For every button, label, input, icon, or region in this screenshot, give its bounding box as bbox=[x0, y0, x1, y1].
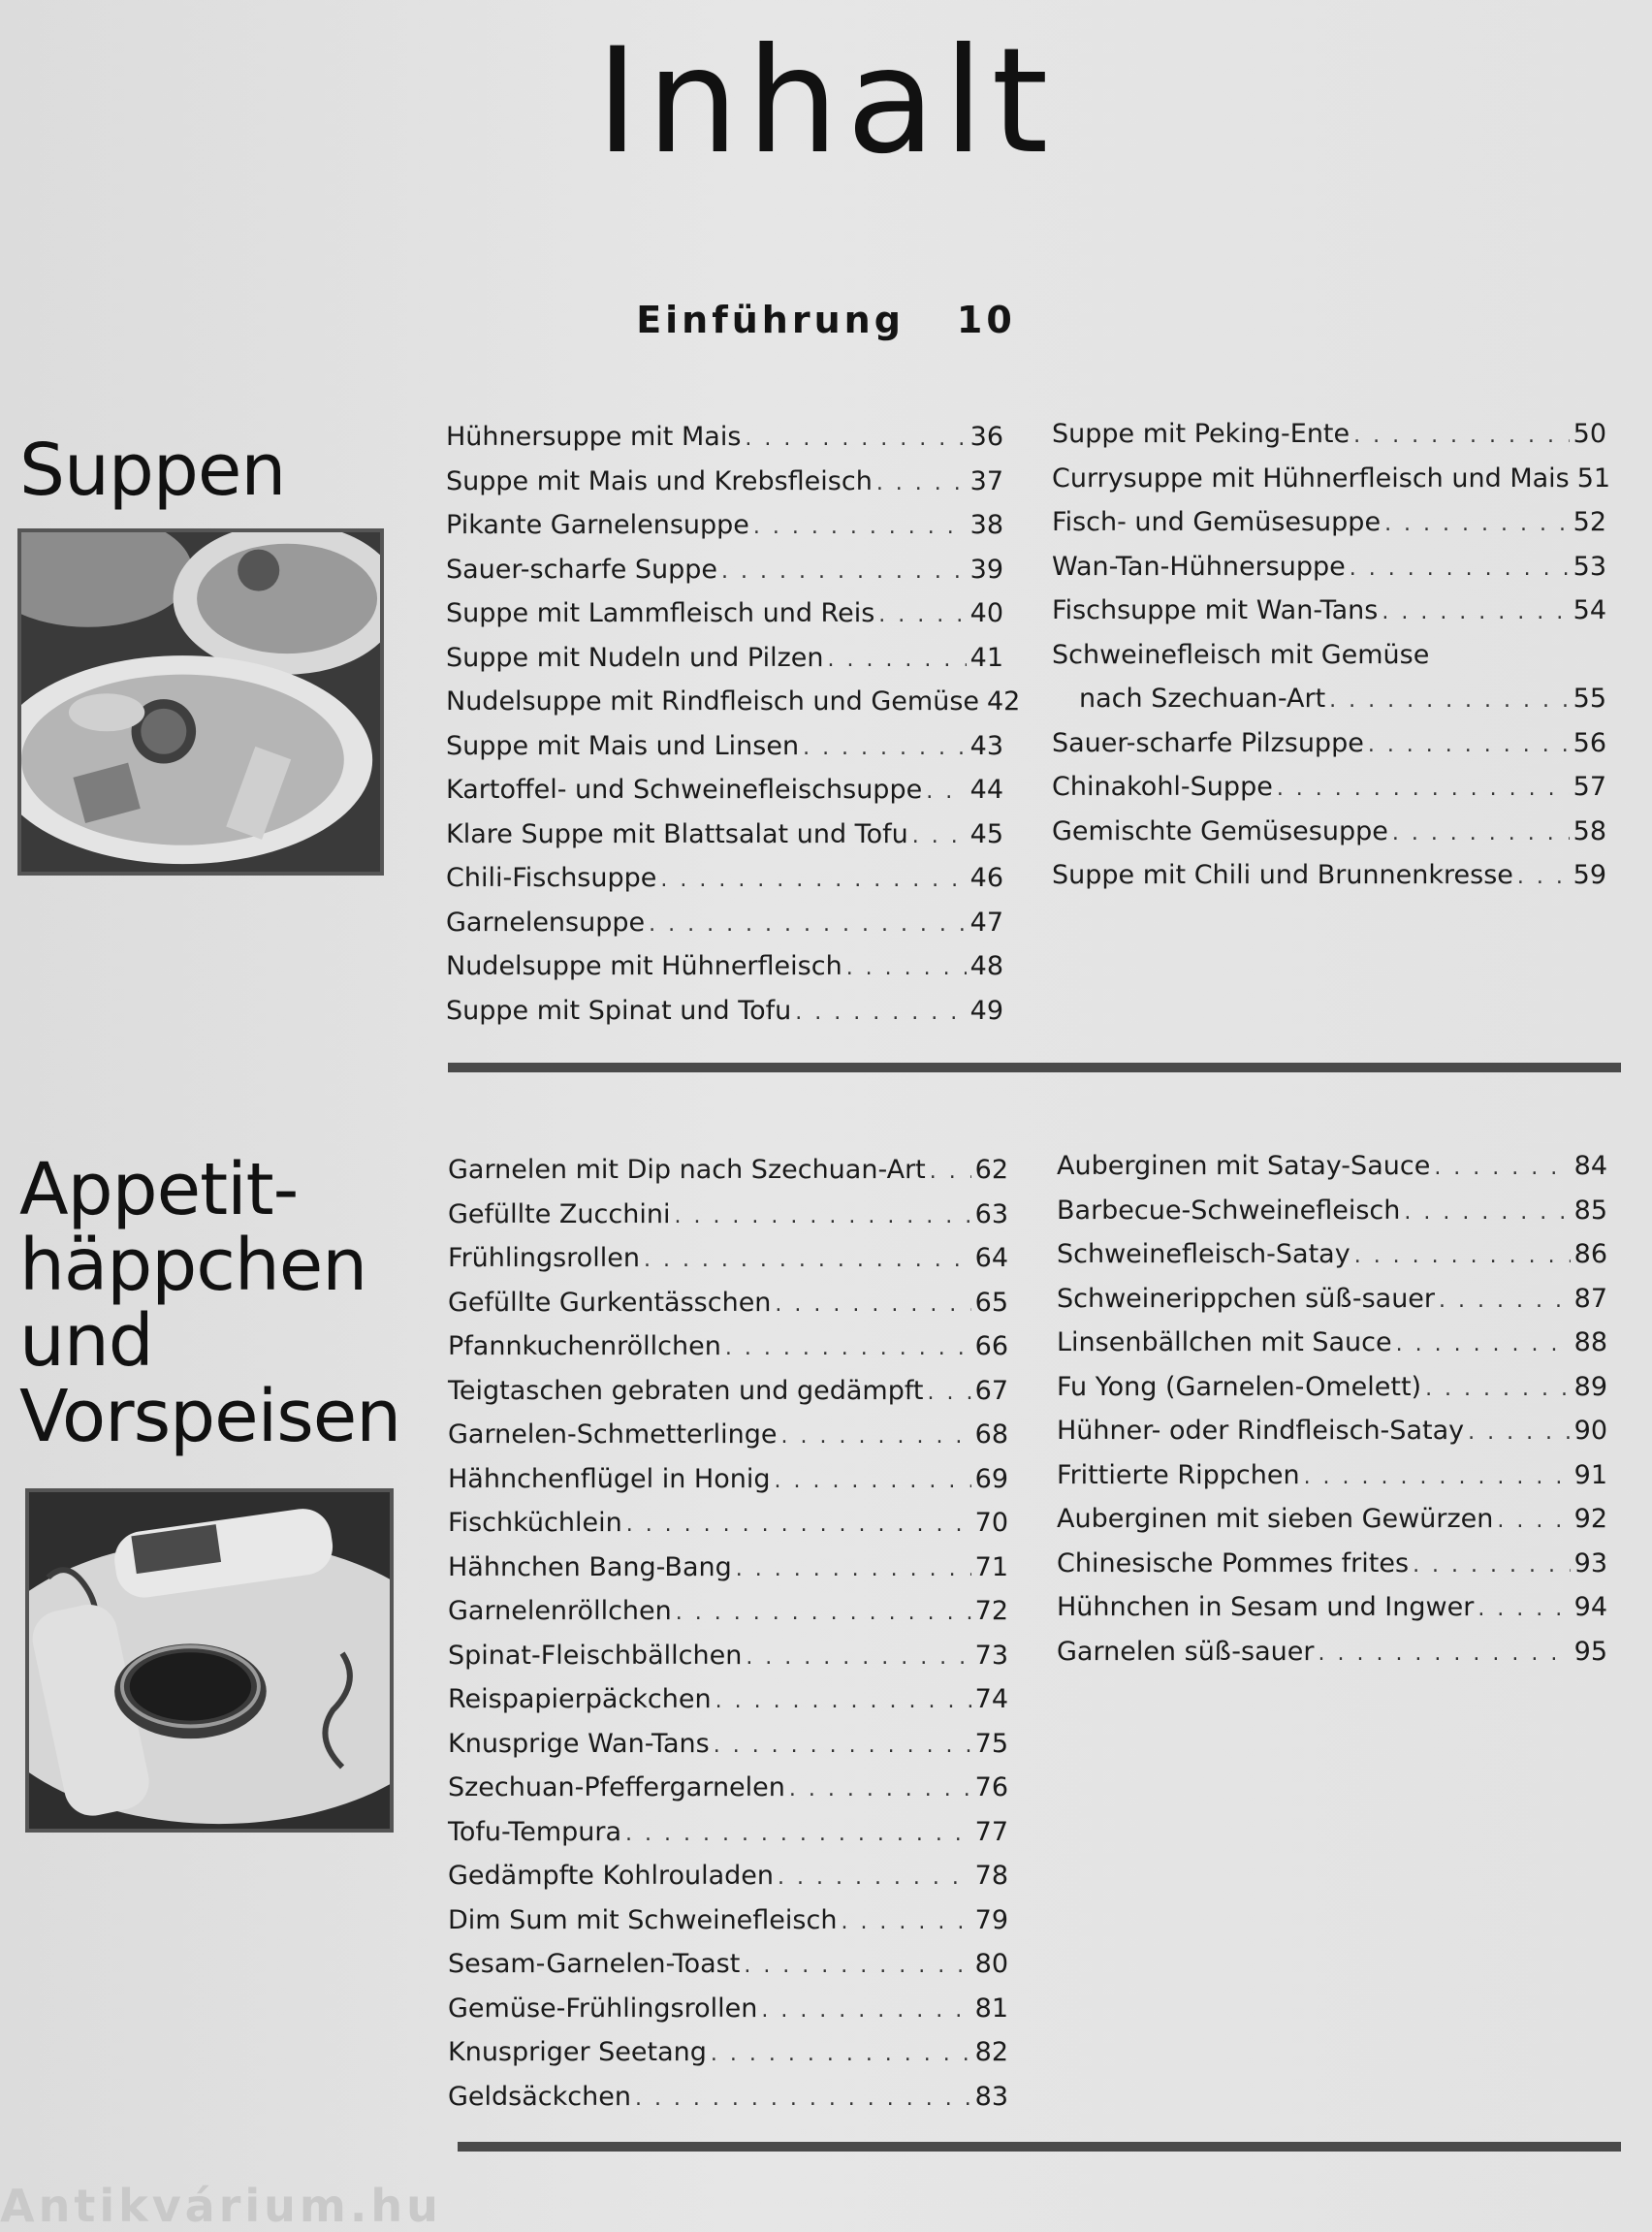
toc-entry-title: Pfannkuchenröllchen bbox=[448, 1331, 721, 1361]
toc-entry[interactable] bbox=[448, 1501, 1008, 1546]
toc-entry-title: Hähnchenflügel in Honig bbox=[448, 1463, 771, 1494]
toc-entry-title: Barbecue-Schweinefleisch bbox=[1057, 1195, 1401, 1226]
toc-entry-title: Garnelen mit Dip nach Szechuan-Art bbox=[448, 1155, 926, 1185]
toc-entry-page: 43 bbox=[969, 730, 1003, 761]
toc-entry-page: 91 bbox=[1573, 1459, 1607, 1490]
toc-entry-page: 64 bbox=[974, 1243, 1008, 1273]
toc-entry-page: 47 bbox=[969, 907, 1003, 938]
dot-leader bbox=[1384, 502, 1570, 547]
toc-entry-page: 90 bbox=[1573, 1416, 1607, 1446]
toc-entry-page: 37 bbox=[969, 465, 1003, 496]
toc-entry[interactable] bbox=[1052, 721, 1606, 766]
dot-leader bbox=[714, 1724, 971, 1769]
toc-entry-title: Gefüllte Gurkentässchen bbox=[448, 1287, 772, 1318]
toc-entry-title: Garnelenröllchen bbox=[448, 1596, 672, 1626]
page-title: Inhalt bbox=[595, 17, 1057, 186]
toc-entry-title: Nudelsuppe mit Rindfleisch und Gemüse bbox=[446, 686, 979, 717]
toc-entry[interactable] bbox=[1052, 810, 1606, 854]
section-title-appetizers bbox=[19, 1148, 401, 1458]
toc-entry-title: Fischsuppe mit Wan-Tans bbox=[1052, 595, 1379, 625]
toc-entry-title: Kartoffel- und Schweinefleischsuppe bbox=[446, 775, 923, 805]
toc-entry-page: 74 bbox=[974, 1684, 1008, 1714]
toc-entry[interactable] bbox=[448, 1457, 1008, 1502]
intro-page: 10 bbox=[956, 299, 1016, 341]
dot-leader bbox=[926, 770, 966, 814]
dot-leader bbox=[746, 1636, 970, 1680]
toc-entry[interactable] bbox=[1057, 1321, 1607, 1365]
toc-entry[interactable] bbox=[1057, 1144, 1607, 1189]
dot-leader bbox=[930, 1150, 971, 1195]
watermark: Antikvárium.hu bbox=[0, 2180, 442, 2232]
toc-entry[interactable] bbox=[1052, 457, 1611, 501]
dot-leader bbox=[711, 2032, 971, 2077]
toc-entry-title: Tofu-Tempura bbox=[448, 1816, 622, 1847]
toc-entry[interactable] bbox=[446, 503, 1003, 548]
toc-entry[interactable] bbox=[1057, 1497, 1607, 1542]
toc-entry-title: nach Szechuan-Art bbox=[1079, 684, 1326, 714]
toc-entry-page: 38 bbox=[969, 510, 1003, 540]
dot-leader bbox=[1350, 547, 1570, 591]
toc-entry[interactable] bbox=[446, 724, 1003, 769]
toc-entry-page: 51 bbox=[1576, 462, 1611, 494]
toc-entry[interactable] bbox=[448, 1854, 1008, 1898]
toc-entry[interactable] bbox=[448, 1193, 1008, 1237]
toc-entry[interactable] bbox=[448, 1281, 1008, 1325]
toc-entry-page: 73 bbox=[974, 1640, 1008, 1671]
toc-entry-page: 42 bbox=[987, 686, 1021, 717]
toc-entry[interactable] bbox=[446, 856, 1003, 901]
toc-entry-page: 69 bbox=[974, 1463, 1008, 1494]
toc-entry-page: 92 bbox=[1573, 1504, 1607, 1534]
soup-toc-column-2 bbox=[1052, 412, 1611, 898]
toc-entry-title: Garnelensuppe bbox=[446, 907, 646, 938]
dot-leader bbox=[753, 505, 967, 550]
toc-entry-title: Auberginen mit Satay-Sauce bbox=[1057, 1151, 1431, 1181]
toc-entry-title: Frittierte Rippchen bbox=[1057, 1459, 1300, 1490]
toc-entry-title: Linsenbällchen mit Sauce bbox=[1057, 1327, 1392, 1357]
toc-entry[interactable] bbox=[1052, 677, 1606, 721]
toc-entry-title: Wan-Tan-Hühnersuppe bbox=[1052, 551, 1346, 582]
toc-entry[interactable] bbox=[448, 1810, 1008, 1855]
toc-entry-title: Knusprige Wan-Tans bbox=[448, 1728, 710, 1759]
toc-entry[interactable] bbox=[1052, 765, 1606, 810]
toc-entry-page: 36 bbox=[969, 422, 1003, 452]
toc-entry-page: 87 bbox=[1573, 1283, 1607, 1314]
dot-leader bbox=[625, 1812, 971, 1857]
dot-leader bbox=[1497, 1499, 1570, 1544]
appetizer-toc-column-1 bbox=[448, 1148, 1008, 2119]
toc-entry-page: 82 bbox=[974, 2037, 1008, 2067]
toc-entry[interactable] bbox=[448, 1766, 1008, 1810]
toc-entry-page: 79 bbox=[974, 1904, 1008, 1935]
toc-entry-page: 93 bbox=[1573, 1547, 1607, 1578]
dot-leader bbox=[635, 2077, 971, 2121]
toc-entry[interactable] bbox=[446, 813, 1003, 857]
toc-entry-title: Hühnchen in Sesam und Ingwer bbox=[1057, 1592, 1475, 1622]
toc-entry[interactable] bbox=[446, 944, 1003, 989]
toc-entry-title: Suppe mit Nudeln und Pilzen bbox=[446, 642, 824, 673]
toc-entry-title: Hühner- oder Rindfleisch-Satay bbox=[1057, 1416, 1465, 1446]
dot-leader bbox=[775, 1283, 970, 1327]
toc-entry[interactable] bbox=[446, 680, 1021, 724]
dot-leader bbox=[803, 726, 967, 771]
toc-entry-title: Teigtaschen gebraten und gedämpft bbox=[448, 1375, 924, 1406]
toc-entry-page: 72 bbox=[974, 1596, 1008, 1626]
toc-entry[interactable] bbox=[446, 768, 1003, 813]
toc-entry-title: Frühlingsrollen bbox=[448, 1243, 640, 1273]
toc-entry[interactable] bbox=[1057, 1542, 1607, 1586]
dot-leader bbox=[761, 1989, 970, 2033]
toc-entry-page: 46 bbox=[969, 863, 1003, 893]
toc-entry[interactable] bbox=[448, 1546, 1008, 1590]
toc-entry[interactable] bbox=[448, 1413, 1008, 1457]
dot-leader bbox=[660, 858, 966, 903]
dot-leader bbox=[1404, 1191, 1570, 1235]
toc-entry[interactable] bbox=[448, 1722, 1008, 1767]
dot-leader bbox=[674, 1195, 970, 1239]
dot-leader bbox=[846, 946, 967, 991]
toc-entry[interactable] bbox=[1057, 1585, 1607, 1630]
dot-leader bbox=[725, 1326, 971, 1371]
toc-entry-page: 65 bbox=[974, 1287, 1008, 1318]
toc-entry-title: Schweinefleisch mit Gemüse bbox=[1052, 639, 1430, 670]
toc-entry-title: Garnelen süß-sauer bbox=[1057, 1636, 1315, 1667]
toc-entry-title: Reispapierpäckchen bbox=[448, 1684, 712, 1714]
toc-entry-page: 88 bbox=[1573, 1327, 1607, 1357]
toc-entry[interactable] bbox=[448, 2075, 1008, 2120]
dot-leader bbox=[878, 593, 966, 638]
toc-entry-page: 40 bbox=[969, 598, 1003, 628]
toc-entry[interactable] bbox=[1057, 1630, 1607, 1674]
intro-label: Einführung bbox=[636, 299, 905, 341]
toc-entry-page: 76 bbox=[974, 1772, 1008, 1802]
toc-entry-page: 49 bbox=[969, 995, 1003, 1026]
dot-leader bbox=[1439, 1279, 1571, 1323]
toc-entry-page: 75 bbox=[974, 1728, 1008, 1759]
toc-entry-page: 66 bbox=[974, 1331, 1008, 1361]
dot-leader bbox=[876, 462, 967, 506]
soup-toc-column-1 bbox=[446, 415, 1021, 1033]
dot-leader bbox=[1304, 1455, 1571, 1500]
toc-entry-title: Fu Yong (Garnelen-Omelett) bbox=[1057, 1371, 1422, 1402]
dot-leader bbox=[841, 1900, 970, 1945]
section-title-suppen: Suppen bbox=[19, 429, 286, 512]
toc-entry-title: Knuspriger Seetang bbox=[448, 2037, 707, 2067]
toc-entry-title: Chinakohl-Suppe bbox=[1052, 772, 1273, 802]
toc-entry-page: 95 bbox=[1573, 1636, 1607, 1667]
toc-entry-title: Nudelsuppe mit Hühnerfleisch bbox=[446, 951, 842, 981]
dot-leader bbox=[774, 1459, 970, 1504]
dot-leader bbox=[676, 1591, 971, 1636]
toc-entry-page: 85 bbox=[1573, 1195, 1607, 1226]
dot-leader bbox=[744, 1944, 970, 1989]
toc-entry-page: 39 bbox=[969, 554, 1003, 585]
dot-leader bbox=[626, 1503, 971, 1547]
appetizer-toc-column-2 bbox=[1057, 1144, 1607, 1674]
dot-leader bbox=[778, 1856, 971, 1900]
dot-leader bbox=[1368, 723, 1570, 768]
toc-entry[interactable] bbox=[448, 1987, 1008, 2031]
dot-leader bbox=[1468, 1411, 1571, 1455]
dot-leader bbox=[927, 1371, 970, 1416]
dot-leader bbox=[1382, 590, 1569, 635]
toc-entry-title: Fisch- und Gemüsesuppe bbox=[1052, 507, 1382, 537]
toc-entry[interactable] bbox=[446, 548, 1003, 592]
toc-entry-page: 50 bbox=[1573, 419, 1606, 449]
toc-entry-page: 62 bbox=[974, 1155, 1008, 1185]
toc-entry-title: Pikante Garnelensuppe bbox=[446, 510, 749, 540]
toc-entry[interactable] bbox=[1052, 589, 1606, 633]
toc-entry[interactable] bbox=[448, 1236, 1008, 1281]
toc-entry-page: 67 bbox=[974, 1375, 1008, 1406]
toc-entry-title: Suppe mit Peking-Ente bbox=[1052, 419, 1350, 449]
toc-entry[interactable] bbox=[1052, 412, 1606, 457]
toc-entry-page: 56 bbox=[1573, 727, 1606, 758]
toc-entry[interactable] bbox=[448, 1634, 1008, 1678]
toc-entry[interactable] bbox=[448, 1942, 1008, 1987]
intro-entry[interactable] bbox=[0, 299, 1652, 341]
dot-leader bbox=[736, 1547, 971, 1592]
dot-leader bbox=[721, 550, 967, 594]
toc-entry-title: Gefüllte Zucchini bbox=[448, 1198, 671, 1229]
toc-entry-title: Suppe mit Mais und Krebsfleisch bbox=[446, 465, 873, 496]
toc-entry-title: Hähnchen Bang-Bang bbox=[448, 1551, 732, 1582]
toc-entry-page: 81 bbox=[974, 1993, 1008, 2024]
toc-entry[interactable] bbox=[446, 460, 1003, 504]
dot-leader bbox=[1413, 1544, 1571, 1588]
toc-entry[interactable] bbox=[448, 1589, 1008, 1634]
toc-entry-page: 48 bbox=[969, 951, 1003, 981]
toc-entry-page: 41 bbox=[969, 642, 1003, 673]
toc-entry-title: Gedämpfte Kohlrouladen bbox=[448, 1861, 775, 1891]
toc-entry[interactable] bbox=[446, 636, 1003, 681]
toc-entry-page: 86 bbox=[1573, 1239, 1607, 1269]
section-title-line: häppchen bbox=[19, 1224, 367, 1307]
toc-entry[interactable] bbox=[1057, 1232, 1607, 1277]
toc-entry-page: 58 bbox=[1573, 815, 1606, 846]
dot-leader bbox=[715, 1679, 971, 1724]
toc-entry-title: Dim Sum mit Schweinefleisch bbox=[448, 1904, 838, 1935]
toc-entry-page: 70 bbox=[974, 1508, 1008, 1538]
dot-leader bbox=[781, 1415, 971, 1459]
toc-entry[interactable] bbox=[448, 1677, 1008, 1722]
toc-entry-title: Spinat-Fleischbällchen bbox=[448, 1640, 743, 1671]
toc-entry-title: Sesam-Garnelen-Toast bbox=[448, 1949, 741, 1979]
dot-leader bbox=[1392, 812, 1570, 856]
toc-entry-page: 94 bbox=[1573, 1592, 1607, 1622]
toc-entry-title: Schweinefleisch-Satay bbox=[1057, 1239, 1350, 1269]
toc-entry-page: 54 bbox=[1573, 595, 1606, 625]
toc-entry-page: 80 bbox=[974, 1949, 1008, 1979]
dot-leader bbox=[795, 991, 966, 1036]
toc-entry-page: 77 bbox=[974, 1816, 1008, 1847]
toc-entry[interactable] bbox=[448, 1324, 1008, 1369]
toc-entry-page: 57 bbox=[1573, 772, 1606, 802]
section-title-line: Vorspeisen bbox=[19, 1375, 401, 1458]
toc-entry-page: 52 bbox=[1573, 507, 1606, 537]
dot-leader bbox=[644, 1238, 971, 1283]
toc-entry-page: 68 bbox=[974, 1419, 1008, 1450]
toc-entry-title: Fischküchlein bbox=[448, 1508, 622, 1538]
toc-entry[interactable] bbox=[448, 1148, 1008, 1193]
toc-entry-title: Suppe mit Spinat und Tofu bbox=[446, 995, 792, 1026]
dot-leader bbox=[1434, 1146, 1570, 1191]
toc-entry[interactable] bbox=[1052, 545, 1606, 590]
toc-entry[interactable] bbox=[1057, 1453, 1607, 1498]
springroll-photo bbox=[25, 1488, 394, 1833]
toc-entry-title: Gemischte Gemüsesuppe bbox=[1052, 815, 1388, 846]
dot-leader bbox=[1329, 679, 1569, 723]
toc-entry-title: Auberginen mit sieben Gewürzen bbox=[1057, 1504, 1494, 1534]
toc-entry-page: 78 bbox=[974, 1861, 1008, 1891]
dot-leader bbox=[1353, 414, 1570, 459]
toc-entry[interactable] bbox=[446, 415, 1003, 460]
toc-entry[interactable] bbox=[1057, 1189, 1607, 1233]
section-divider bbox=[458, 2142, 1621, 2152]
section-divider bbox=[448, 1063, 1621, 1072]
toc-entry-title: Hühnersuppe mit Mais bbox=[446, 422, 742, 452]
toc-entry-title: Szechuan-Pfeffergarnelen bbox=[448, 1772, 785, 1802]
section-title-line: und bbox=[19, 1299, 153, 1383]
toc-entry-page: 53 bbox=[1573, 551, 1606, 582]
toc-entry-title: Currysuppe mit Hühnerfleisch und Mais bbox=[1052, 462, 1570, 494]
toc-entry[interactable] bbox=[446, 591, 1003, 636]
toc-entry-page: 45 bbox=[969, 818, 1003, 849]
toc-entry[interactable] bbox=[1052, 633, 1606, 678]
toc-entry-title: Gemüse-Frühlingsrollen bbox=[448, 1993, 758, 2024]
dot-leader bbox=[649, 903, 967, 947]
toc-entry[interactable] bbox=[1057, 1409, 1607, 1453]
toc-entry-title: Chili-Fischsuppe bbox=[446, 863, 657, 893]
toc-entry[interactable] bbox=[448, 2030, 1008, 2075]
dot-leader bbox=[827, 638, 966, 683]
toc-entry-page: 71 bbox=[974, 1551, 1008, 1582]
dot-leader bbox=[1477, 1587, 1570, 1632]
toc-entry-title: Suppe mit Chili und Brunnenkresse bbox=[1052, 860, 1513, 890]
toc-entry[interactable] bbox=[1057, 1365, 1607, 1410]
toc-entry-page: 59 bbox=[1573, 860, 1606, 890]
toc-entry-page: 44 bbox=[969, 775, 1003, 805]
dot-leader bbox=[912, 814, 967, 859]
dot-leader bbox=[1517, 855, 1570, 900]
toc-entry-title: Klare Suppe mit Blattsalat und Tofu bbox=[446, 818, 908, 849]
toc-entry-title: Chinesische Pommes frites bbox=[1057, 1547, 1410, 1578]
dot-leader bbox=[1277, 767, 1570, 812]
toc-entry-title: Suppe mit Lammfleisch und Reis bbox=[446, 598, 875, 628]
toc-entry[interactable] bbox=[446, 989, 1003, 1034]
toc-entry-title: Suppe mit Mais und Linsen bbox=[446, 730, 800, 761]
toc-entry-page: 83 bbox=[974, 2081, 1008, 2112]
dot-leader bbox=[1425, 1367, 1571, 1412]
toc-entry[interactable] bbox=[1052, 853, 1606, 898]
toc-entry-page: 55 bbox=[1573, 684, 1606, 714]
toc-entry-page: 89 bbox=[1573, 1371, 1607, 1402]
toc-entry[interactable] bbox=[1057, 1277, 1607, 1322]
toc-entry-title: Schweinerippchen süß-sauer bbox=[1057, 1283, 1436, 1314]
dot-leader bbox=[1318, 1632, 1571, 1676]
dot-leader bbox=[1354, 1234, 1571, 1279]
dot-leader bbox=[1396, 1323, 1571, 1367]
toc-entry-title: Sauer-scharfe Suppe bbox=[446, 554, 718, 585]
section-title-line: Appetit- bbox=[19, 1148, 299, 1231]
dot-leader bbox=[789, 1768, 971, 1812]
toc-entry[interactable] bbox=[446, 901, 1003, 945]
toc-entry-title: Geldsäckchen bbox=[448, 2081, 631, 2112]
toc-entry[interactable] bbox=[1052, 500, 1606, 545]
toc-entry-page: 84 bbox=[1573, 1151, 1607, 1181]
toc-entry-page: 63 bbox=[974, 1198, 1008, 1229]
toc-entry[interactable] bbox=[448, 1898, 1008, 1943]
toc-entry[interactable] bbox=[448, 1369, 1008, 1414]
soup-photo bbox=[17, 528, 384, 876]
dot-leader bbox=[745, 417, 966, 462]
toc-entry-title: Garnelen-Schmetterlinge bbox=[448, 1419, 778, 1450]
toc-entry-title: Sauer-scharfe Pilzsuppe bbox=[1052, 727, 1364, 758]
